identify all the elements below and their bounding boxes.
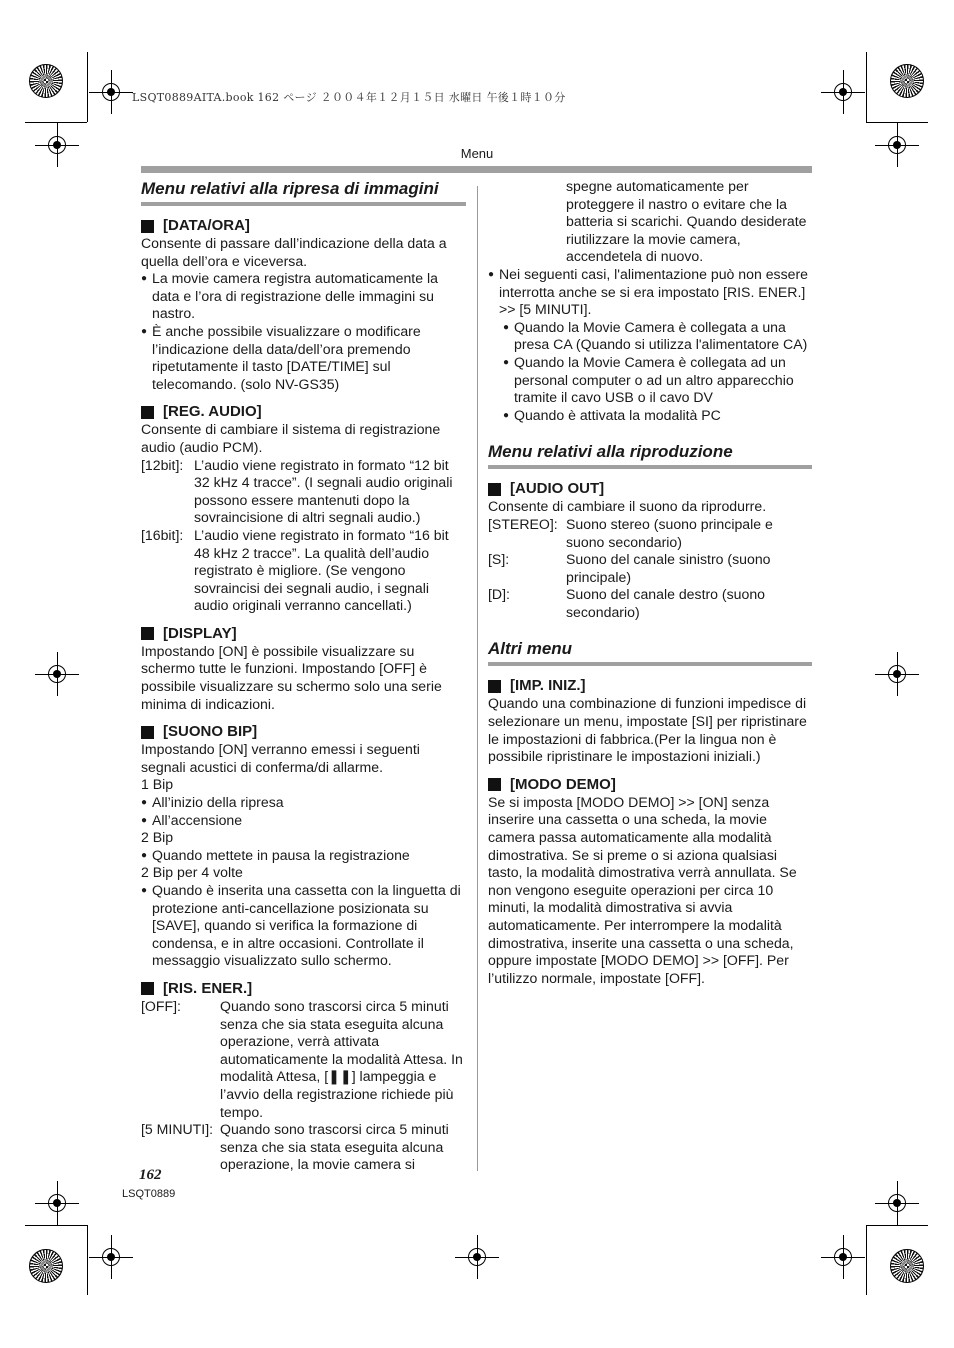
running-head: Menu: [460, 146, 494, 161]
section-title: Altri menu: [488, 638, 812, 666]
section-title: Menu relativi alla ripresa di immagini: [141, 178, 466, 206]
paragraph: Consente di cambiare il sistema di registrazione audio (audio PCM).: [141, 421, 441, 455]
print-header: LSQT0889AITA.book 162 ページ ２００４年１２月１５日 水曜日 午後１時１０分: [132, 91, 566, 104]
square-bullet-icon: [488, 778, 501, 791]
continued-text: spegne automaticamente per proteggere il nastro o evitare che la batteria si scarichi. Quando desiderate riutilizzare la movie camera, accendetela di nuovo.: [566, 178, 807, 265]
color-target-icon: [29, 64, 63, 98]
definition-row: [16bit]: L’audio viene registrato in formato “16 bit 48 kHz 2 tracce”. La qualità dell’audio registrato è migliore. (Se vengono sovraincisi dei segnali audio, i segnali audio originali verranno cancellati.): [141, 526, 449, 614]
color-target-icon: [890, 64, 924, 98]
definition-row: [12bit]: L’audio viene registrato in formato “12 bit 32 kHz 4 tracce”. (I segnali audio originali possono essere mantenuti dopo la sovraincisione di altri segnali audio.): [141, 456, 453, 526]
sub-bullet-item: ● Quando la Movie Camera è collegata ad un personal computer o ad un altro apparecchio tramite il cavo USB o il cavo DV: [503, 354, 812, 407]
paragraph: Se si imposta [MODO DEMO] >> [ON] senza inserire una cassetta o una scheda, la movie camera passa automaticamente alla modalità dimostrativa. Se si preme o si aziona qualsiasi tasto, la modalità dimostrativa verrà annullata. Se non vengono eseguite operazioni per circa 10 minuti, la modalità dimostrativa si avvia automaticamente. Per interrompere la modalità dimostrativa, inserite una cassetta o una scheda, oppure impostate [MODO DEMO] >> [OFF]. Per l’utilizzo normale, impostate [OFF].: [488, 793, 797, 986]
section-title: Menu relativi alla riproduzione: [488, 441, 812, 469]
bullet-item: ● Quando è inserita una cassetta con la linguetta di protezione anti-cancellazione posizionata su [SAVE], quando si verifica la formazione di condensa, e in altre occasioni. Controllate il messaggio visualizzato sullo schermo.: [141, 882, 466, 970]
square-bullet-icon: [488, 483, 501, 496]
bullet-item: ● La movie camera registra automaticamente la data e l’ora di registrazione delle immagini su nastro.: [141, 270, 466, 323]
left-column: [141, 178, 466, 1174]
sub-bullet-item: ● Quando la Movie Camera è collegata a una presa CA (Quando si utilizza l'alimentatore CA): [503, 319, 812, 354]
paragraph: Impostando [ON] verranno emessi i seguenti segnali acustici di conferma/di allarme.: [141, 741, 420, 775]
document-code: LSQT0889: [122, 1188, 176, 1200]
item-heading: [AUDIO OUT]: [488, 480, 812, 498]
bullet-item: ● Nei seguenti casi, l'alimentazione può non essere interrotta anche se si era impostato [RIS. ENER.] >> [5 MINUTI].: [488, 266, 812, 319]
top-rule: [141, 166, 812, 173]
definition-row: [D]: Suono del canale destro (suono secondario): [488, 586, 766, 620]
group-label: 2 Bip: [141, 829, 174, 846]
definition-row: [STEREO]: Suono stereo (suono principale e suono secondario): [488, 515, 773, 550]
paragraph: Quando una combinazione di funzioni impedisce di selezionare un menu, impostate [SI] per ripristinare le impostazioni di fabbrica.(Per la lingua non è possibile ripristinare le impostazioni iniziali.): [488, 695, 807, 765]
color-target-icon: [29, 1249, 63, 1283]
definition-row: [OFF]: Quando sono trascorsi circa 5 minuti senza che sia stata eseguita alcuna operazione, verrà attivata automaticamente la modalità Attesa. In modalità Attesa, [❚❚] lampeggia e l’avvio della registrazione richiede più tempo.: [141, 997, 463, 1120]
column-divider: [477, 186, 478, 1171]
item-heading: [REG. AUDIO]: [141, 403, 466, 421]
item-heading: [DISPLAY]: [141, 625, 466, 643]
item-heading: [IMP. INIZ.]: [488, 677, 812, 695]
square-bullet-icon: [141, 220, 154, 233]
square-bullet-icon: [141, 726, 154, 739]
paragraph: Consente di cambiare il suono da riprodurre.: [488, 498, 767, 515]
paragraph: Impostando [ON] è possibile visualizzare su schermo tutte le funzioni. Impostando [OFF] è possibile visualizzare su schermo solo una serie minima di indicazioni.: [141, 642, 442, 712]
bullet-item: ● All’accensione: [141, 812, 466, 830]
square-bullet-icon: [141, 406, 154, 419]
item-heading: [DATA/ORA]: [141, 217, 466, 235]
sub-bullet-item: ● Quando è attivata la modalità PC: [503, 407, 812, 425]
bullet-item: ● È anche possibile visualizzare o modificare l’indicazione della data/dell’ora premendo ripetutamente il tasto [DATE/TIME] sul telecomando. (solo NV-GS35): [141, 323, 466, 393]
definition-row: [5 MINUTI]: Quando sono trascorsi circa 5 minuti senza che sia stata eseguita alcuna operazione, la movie camera si: [141, 1121, 449, 1173]
square-bullet-icon: [141, 627, 154, 640]
group-label: 1 Bip: [141, 776, 174, 793]
paragraph: Consente di passare dall’indicazione della data a quella dell’ora e viceversa.: [141, 235, 447, 269]
item-heading: [RIS. ENER.]: [141, 980, 466, 998]
bullet-item: ● Quando mettete in pausa la registrazione: [141, 847, 466, 865]
bullet-item: ● All’inizio della ripresa: [141, 794, 466, 812]
group-label: 2 Bip per 4 volte: [141, 864, 243, 881]
color-target-icon: [890, 1249, 924, 1283]
square-bullet-icon: [141, 982, 154, 995]
item-heading: [MODO DEMO]: [488, 776, 812, 794]
definition-row: [S]: Suono del canale sinistro (suono principale): [488, 551, 771, 585]
page-number: 162: [139, 1167, 162, 1183]
right-column: [488, 178, 812, 987]
item-heading: [SUONO BIP]: [141, 723, 466, 741]
square-bullet-icon: [488, 680, 501, 693]
